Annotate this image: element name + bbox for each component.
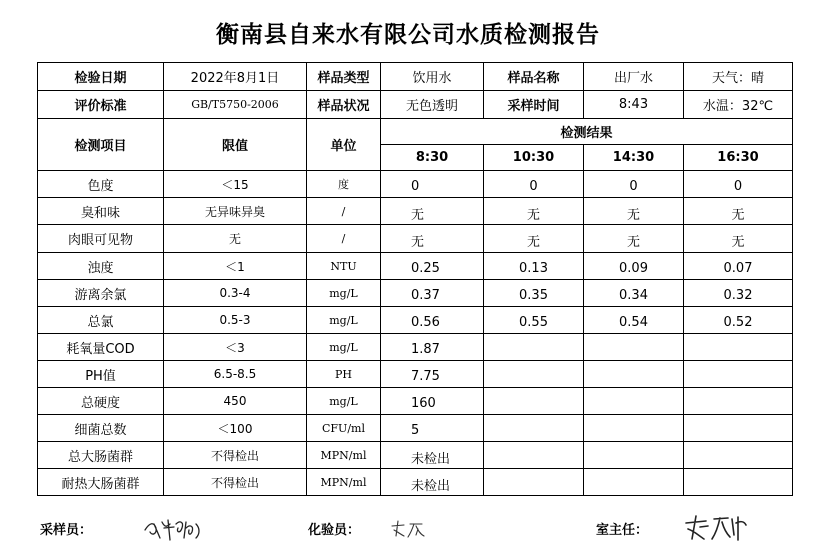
unit-cell: NTU	[307, 253, 381, 280]
result-cell: 0.25	[381, 253, 484, 280]
item-cell: 肉眼可见物	[38, 225, 164, 253]
item-cell: 色度	[38, 171, 164, 198]
unit-cell: MPN/ml	[307, 469, 381, 496]
col-limit-header: 限值	[164, 119, 307, 171]
unit-cell: mg/L	[307, 307, 381, 334]
limit-cell: 不得检出	[164, 469, 307, 496]
result-cell	[684, 415, 793, 442]
table-row	[38, 280, 793, 307]
limit-cell: 无异味异臭	[164, 198, 307, 225]
result-cell: 160	[381, 388, 484, 415]
table-row	[38, 469, 793, 496]
result-cell: 0.13	[484, 253, 584, 280]
table-row	[38, 198, 793, 225]
table-row	[38, 225, 793, 253]
table-row	[38, 388, 793, 415]
result-cell	[684, 469, 793, 496]
item-cell: 游离余氯	[38, 280, 164, 307]
unit-cell: /	[307, 198, 381, 225]
item-cell: 总硬度	[38, 388, 164, 415]
unit-cell: mg/L	[307, 334, 381, 361]
result-cell	[484, 361, 584, 388]
result-cell	[684, 334, 793, 361]
limit-cell: ＜1	[164, 253, 307, 280]
sampler-signature-icon	[142, 514, 204, 542]
result-cell: 未检出	[381, 469, 484, 496]
result-cell	[484, 442, 584, 469]
result-cell	[584, 442, 684, 469]
sample-type-value: 饮用水	[381, 63, 484, 91]
date-value: 2022年8月1日	[164, 63, 307, 91]
limit-cell: 6.5-8.5	[164, 361, 307, 388]
limit-cell: 不得检出	[164, 442, 307, 469]
item-cell: 耗氧量COD	[38, 334, 164, 361]
result-cell	[584, 469, 684, 496]
director-signature-icon	[680, 513, 750, 543]
limit-cell: ＜15	[164, 171, 307, 198]
sample-name-label: 样品名称	[484, 63, 584, 91]
table-row	[38, 334, 793, 361]
result-cell: 无	[484, 198, 584, 225]
result-cell: 0.55	[484, 307, 584, 334]
limit-cell: 0.3-4	[164, 280, 307, 307]
standard-value: GB/T5750-2006	[164, 91, 307, 119]
sampler-label: 采样员：	[40, 523, 93, 538]
time-header: 10:30	[484, 145, 584, 171]
result-cell: 0.32	[684, 280, 793, 307]
column-header-row-1	[38, 119, 793, 145]
unit-cell: /	[307, 225, 381, 253]
result-cell	[484, 334, 584, 361]
result-cell	[584, 334, 684, 361]
table-row	[38, 253, 793, 280]
table-row	[38, 307, 793, 334]
result-cell: 0	[381, 171, 484, 198]
result-cell: 7.75	[381, 361, 484, 388]
inspector-signature-icon	[388, 518, 430, 540]
col-unit-header: 单位	[307, 119, 381, 171]
result-cell	[584, 415, 684, 442]
sampling-time-label: 采样时间	[484, 91, 584, 119]
director-label: 室主任：	[596, 523, 649, 538]
item-cell: PH值	[38, 361, 164, 388]
result-cell: 无	[684, 198, 793, 225]
page-title: 衡南县自来水有限公司水质检测报告	[216, 22, 600, 48]
table-row	[38, 415, 793, 442]
sample-name-value: 出厂水	[584, 63, 684, 91]
header-row-1	[38, 63, 793, 91]
result-cell: 5	[381, 415, 484, 442]
table-row	[38, 171, 793, 198]
result-cell: 0.56	[381, 307, 484, 334]
table-row	[38, 442, 793, 469]
result-cell: 0.52	[684, 307, 793, 334]
result-cell	[584, 361, 684, 388]
item-cell: 浊度	[38, 253, 164, 280]
water-temp: 水温：32℃	[684, 91, 793, 119]
header-row-2	[38, 91, 793, 119]
report-table	[37, 62, 793, 496]
result-cell	[684, 388, 793, 415]
result-cell: 0.35	[484, 280, 584, 307]
result-cell: 无	[381, 225, 484, 253]
result-cell: 0	[584, 171, 684, 198]
result-cell: 无	[684, 225, 793, 253]
unit-cell: mg/L	[307, 388, 381, 415]
result-cell: 0	[484, 171, 584, 198]
sample-state-label: 样品状况	[307, 91, 381, 119]
col-item-header: 检测项目	[38, 119, 164, 171]
result-cell: 无	[484, 225, 584, 253]
time-header: 16:30	[684, 145, 793, 171]
limit-cell: 无	[164, 225, 307, 253]
result-cell: 0.54	[584, 307, 684, 334]
weather: 天气：晴	[684, 63, 793, 91]
col-results-header: 检测结果	[381, 119, 793, 145]
sampling-time-value: 8:43	[584, 91, 684, 119]
sample-state-value: 无色透明	[381, 91, 484, 119]
limit-cell: ＜3	[164, 334, 307, 361]
result-cell	[484, 469, 584, 496]
unit-cell: CFU/ml	[307, 415, 381, 442]
result-cell: 0	[684, 171, 793, 198]
item-cell: 总氯	[38, 307, 164, 334]
sample-type-label: 样品类型	[307, 63, 381, 91]
inspector-label: 化验员：	[308, 523, 361, 538]
result-cell: 无	[381, 198, 484, 225]
limit-cell: ＜100	[164, 415, 307, 442]
result-cell: 0.07	[684, 253, 793, 280]
result-cell: 0.09	[584, 253, 684, 280]
table-row	[38, 361, 793, 388]
unit-cell: MPN/ml	[307, 442, 381, 469]
result-cell	[484, 415, 584, 442]
result-cell	[584, 388, 684, 415]
result-cell: 0.37	[381, 280, 484, 307]
result-cell: 无	[584, 225, 684, 253]
item-cell: 臭和味	[38, 198, 164, 225]
unit-cell: mg/L	[307, 280, 381, 307]
unit-cell: 度	[307, 171, 381, 198]
result-cell: 无	[584, 198, 684, 225]
item-cell: 总大肠菌群	[38, 442, 164, 469]
result-cell	[684, 442, 793, 469]
unit-cell: PH	[307, 361, 381, 388]
limit-cell: 450	[164, 388, 307, 415]
time-header: 14:30	[584, 145, 684, 171]
item-cell: 耐热大肠菌群	[38, 469, 164, 496]
result-cell: 未检出	[381, 442, 484, 469]
item-cell: 细菌总数	[38, 415, 164, 442]
result-cell: 1.87	[381, 334, 484, 361]
date-label: 检验日期	[38, 63, 164, 91]
result-cell	[684, 361, 793, 388]
limit-cell: 0.5-3	[164, 307, 307, 334]
time-header: 8:30	[381, 145, 484, 171]
result-cell: 0.34	[584, 280, 684, 307]
result-cell	[484, 388, 584, 415]
standard-label: 评价标准	[38, 91, 164, 119]
